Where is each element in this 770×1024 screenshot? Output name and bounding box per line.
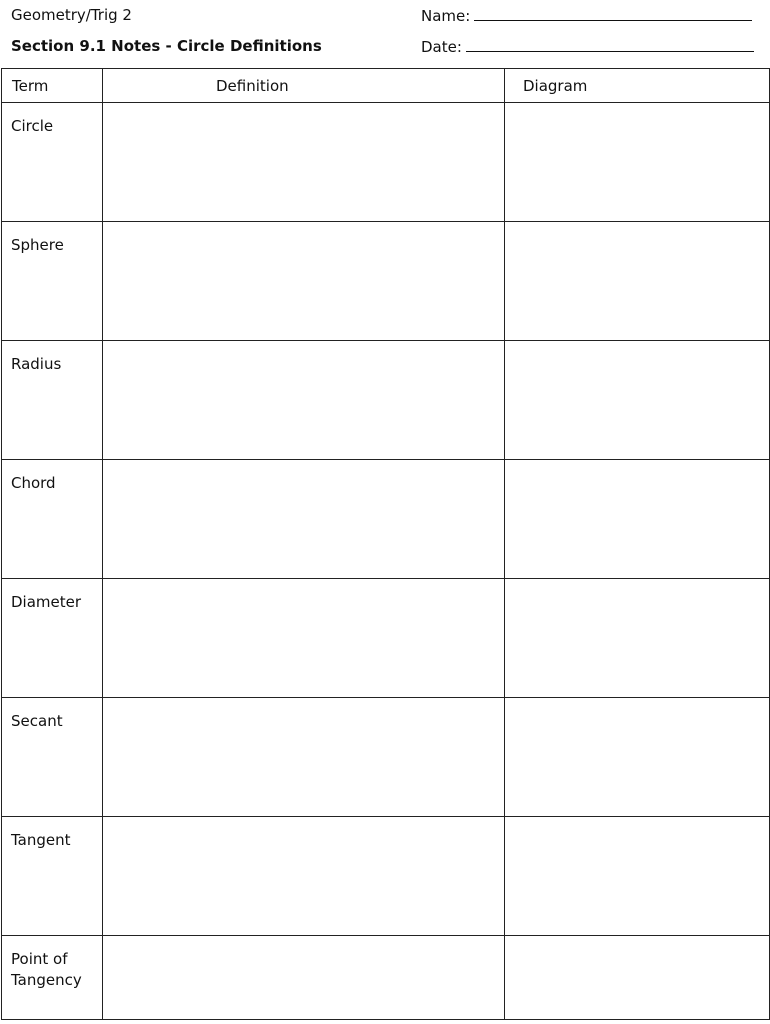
table-row [2,817,770,936]
term-cell [2,936,103,1020]
definition-cell[interactable] [103,817,505,936]
table-row [2,698,770,817]
definition-cell[interactable] [103,579,505,698]
table-row [2,222,770,341]
term-cell [2,817,103,936]
term-cell [2,698,103,817]
term-label: Tangent [11,831,71,849]
table-row [2,936,770,1020]
definition-cell[interactable] [103,341,505,460]
diagram-cell[interactable] [505,817,770,936]
table-row [2,341,770,460]
diagram-cell[interactable] [505,222,770,341]
term-cell [2,103,103,222]
definition-cell[interactable] [103,460,505,579]
term-cell [2,460,103,579]
table-row [2,460,770,579]
definitions-table [1,68,770,1020]
term-label: Point of Tangency [11,950,82,989]
diagram-cell[interactable] [505,460,770,579]
diagram-cell[interactable] [505,698,770,817]
term-label: Radius [11,355,62,373]
name-field [421,6,752,25]
term-label: Secant [11,712,63,730]
diagram-cell[interactable] [505,579,770,698]
diagram-cell[interactable] [505,936,770,1020]
term-label: Sphere [11,236,64,254]
definition-cell[interactable] [103,222,505,341]
definition-cell[interactable] [103,936,505,1020]
term-cell [2,222,103,341]
name-blank-line[interactable] [474,6,752,21]
table-header-row [2,69,770,103]
term-label: Diameter [11,593,82,611]
column-header-definition: Definition [103,69,505,103]
term-label: Chord [11,474,56,492]
definition-cell[interactable] [103,698,505,817]
definition-cell[interactable] [103,103,505,222]
diagram-cell[interactable] [505,103,770,222]
column-header-diagram: Diagram [505,69,770,103]
date-field [421,37,754,56]
term-cell [2,341,103,460]
date-blank-line[interactable] [466,37,754,52]
name-label: Name: [421,7,471,25]
table-row [2,103,770,222]
date-label: Date: [421,38,462,56]
column-header-term: Term [2,69,103,103]
diagram-cell[interactable] [505,341,770,460]
term-label: Circle [11,117,54,135]
term-cell [2,579,103,698]
section-title: Section 9.1 Notes - Circle Definitions [11,37,322,55]
table-row [2,579,770,698]
course-title: Geometry/Trig 2 [11,6,132,24]
